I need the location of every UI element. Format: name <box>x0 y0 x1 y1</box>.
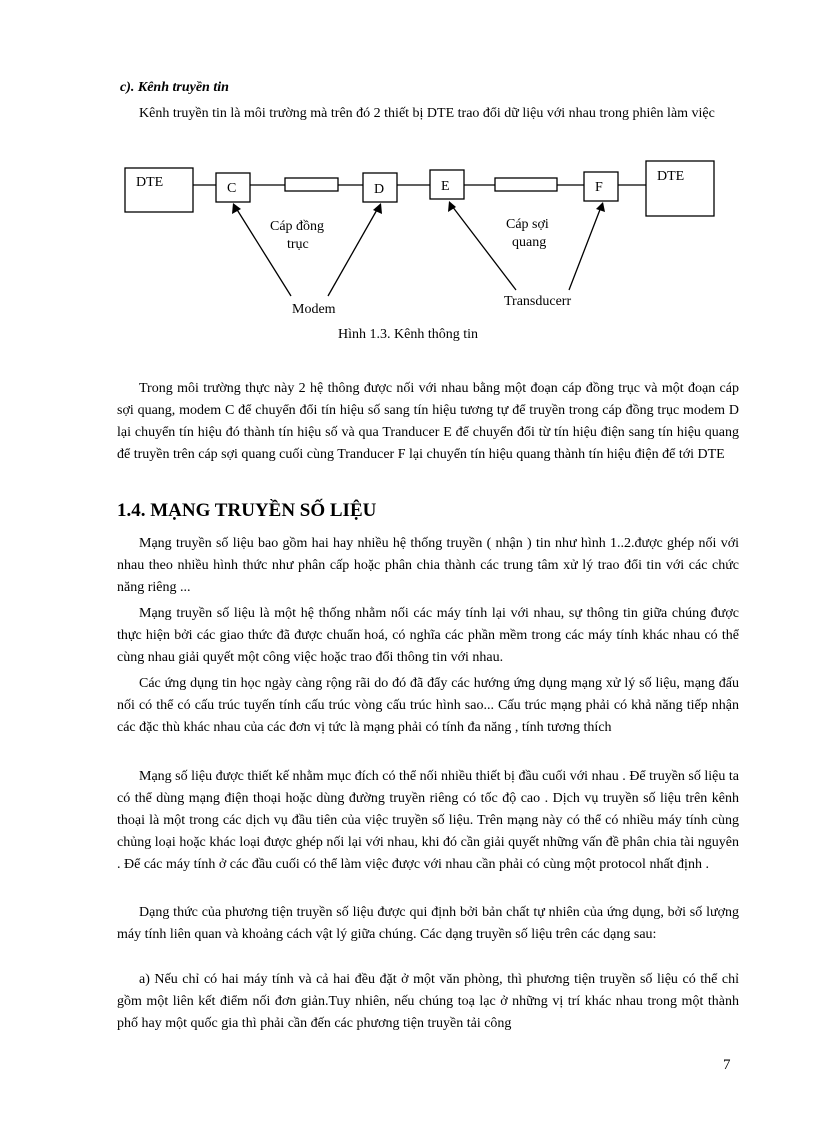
fiber-label-1: Cáp sợi <box>506 217 549 232</box>
box-e-label: E <box>441 179 450 194</box>
paragraph-environment: Trong môi trường thực này 2 hệ thông được nối với nhau bằng một đoạn cáp đồng trục và một đoạn cáp sợi quang, modem C để chuyển đổi tín hiệu số sang tín hiệu tương tự để truyền trong cáp đồng trục modem D lại chuyển tín hiệu đó thành tín hiệu số và qua Tranducer E để chuyển đổi từ tín hiệu điện sang tín hiệu quang để truyền trên cáp sợi quang cuối cùng Tranducer F lại chuyển tín hiệu quang thành tín hiệu điện để tới DTE <box>117 381 739 462</box>
coax-label-1: Cáp đồng <box>270 219 325 234</box>
section-1-4-p2: Mạng truyền số liệu là một hệ thống nhằm nối các máy tính lại với nhau, sự thông tin giữa chúng được thực hiện bởi các giao thức đã được chuẩn hoá, có nghĩa các phần mềm trong các máy tính khác nhau có thể cùng nhau giải quyết một công việc hoặc trao đổi thông tin với nhau. <box>117 606 739 665</box>
section-c-intro: Kênh truyền tin là môi trường mà trên đó 2 thiết bị DTE trao đổi dữ liệu với nhau trong phiên làm việc <box>139 106 715 121</box>
dte-right-label: DTE <box>657 169 685 184</box>
transducer-label: Transducerr <box>504 294 572 309</box>
modem-label: Modem <box>292 302 336 317</box>
arrowhead-c <box>232 203 241 214</box>
arrow-modem-to-d <box>328 208 378 296</box>
arrowhead-f <box>596 202 605 212</box>
box-d-label: D <box>374 182 385 197</box>
page-number: 7 <box>723 1057 731 1073</box>
section-1-4-heading: 1.4. MẠNG TRUYỀN SỐ LIỆU <box>117 500 377 521</box>
fiber-cable <box>495 178 557 191</box>
box-f-label: F <box>595 180 603 195</box>
section-1-4-p4: Mạng số liệu được thiết kế nhằm mục đích có thể nối nhiều thiết bị đầu cuối với nhau . Để truyền số liệu ta có thể dùng mạng điện thoại hoặc dùng đường truyền riêng có tốc độ cao . Dịch vụ truyền số liệu trên kênh thoại là một trong các dịch vụ đầu tiên của việc truyền số liệu. Trên mạng này có thể có nhiều máy tính cùng chủng loại hoặc khác loại được ghép nối lại với nhau, khi đó cần giải quyết những vấn đề phân chia tài nguyên . Để các máy tính ở các đầu cuối có thể làm việc được với nhau cần phải có cùng một protocol nhất định . <box>117 769 739 872</box>
section-1-4-p1: Mạng truyền số liệu bao gồm hai hay nhiều hệ thống truyền ( nhận ) tin như hình 1..2.được ghép nối với nhau theo nhiều hình thức như phân cấp hoặc phân chia thành các trung tâm xử lý trao đổi tin với các chức năng riêng ... <box>117 536 739 595</box>
arrow-transducer-to-f <box>569 207 601 290</box>
section-c-heading: c). Kênh truyền tin <box>120 80 229 95</box>
fiber-label-2: quang <box>512 235 547 250</box>
coax-label-2: trục <box>287 237 309 252</box>
section-1-4-p6: a) Nếu chỉ có hai máy tính và cả hai đều đặt ở một văn phòng, thì phương tiện truyền số liệu có thể chỉ gồm một liên kết điểm nối đơn giản.Tuy nhiên, nếu chúng toạ lạc ở những vị trí khác nhau trong một thành phố hay một quốc gia thì phải cần đến các phương tiện truyền tải công <box>117 972 739 1031</box>
channel-diagram <box>0 0 816 330</box>
figure-caption: Hình 1.3. Kênh thông tin <box>338 327 478 342</box>
section-1-4-p3: Các ứng dụng tin học ngày càng rộng rãi do đó đã đẩy các hướng ứng dụng mạng xử lý số liệu, mạng đấu nối có thể có cấu trúc tuyến tính cấu trúc vòng cấu trúc hình sao... Cấu trúc mạng phải có khả năng tiếp nhận các đặc thù khác nhau của các đơn vị tức là mạng phải có tính đa năng , tính tương thích <box>117 676 739 735</box>
section-1-4-p5: Dạng thức của phương tiện truyền số liệu được qui định bởi bản chất tự nhiên của ứng dụng, bởi số lượng máy tính liên quan và khoảng cách vật lý giữa chúng. Các dạng truyền số liệu trên các dạng sau: <box>117 905 739 942</box>
dte-left-label: DTE <box>136 175 164 190</box>
coax-cable <box>285 178 338 191</box>
box-c-label: C <box>227 181 237 196</box>
arrowhead-d <box>373 203 382 214</box>
